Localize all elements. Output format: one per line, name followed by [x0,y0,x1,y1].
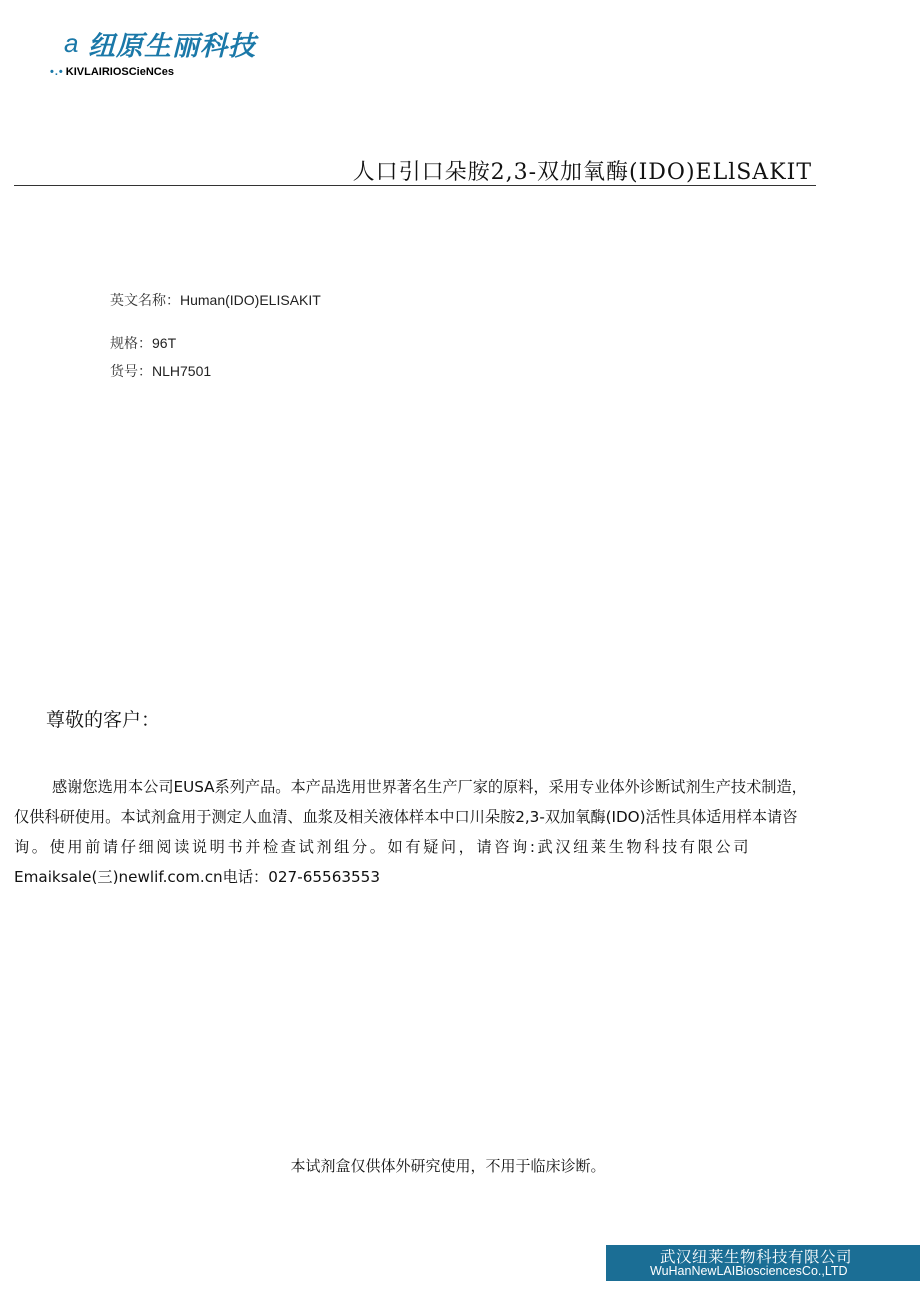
spec-value: 96T [152,335,177,351]
logo-dots-icon: •.• [50,66,64,78]
intro-paragraph [14,772,886,892]
intro-line-2: 仅供科研使用。本试剂盒用于测定人血清、血浆及相关液体样本中口川朵胺2,3-双加氧酶(IDO)活性具体适用样本请咨 [14,808,798,826]
logo-name-cn: 纽原生丽科技 [88,31,256,62]
english-name-value: Human(IDO)ELISAKIT [180,292,321,308]
company-name-cn: 武汉纽莱生物科技有限公司 [660,1248,853,1266]
spec-row [110,333,176,353]
company-badge [606,1245,920,1281]
english-name-label: 英文名称： [110,293,180,309]
item-no-row [110,361,211,381]
intro-line-3: 询。使用前请仔细阅读说明书并检查试剂组分。如有疑问，请咨询:武汉纽莱生物科技有限公司 [14,838,752,856]
title-divider [14,185,816,186]
intro-line-4: Emaiksale(三)newlif.com.cn电话：027-65563553 [14,868,381,886]
logo-mark: a [64,28,79,58]
logo-name-en [50,66,174,78]
document-title: 人口引口朵胺2,3-双加氧酶(IDO)ELlSAKIT [352,160,812,185]
company-name-en: WuHanNewLAIBiosciencesCo.,LTD [650,1264,848,1278]
salutation: 尊敬的客户： [46,709,161,731]
item-no-label: 货号： [110,364,152,380]
item-no-value: NLH7501 [152,363,212,379]
spec-label: 规格： [110,336,152,352]
logo-name-en-text: KIVLAIRIOSCieNCes [65,66,174,78]
english-name-row [110,290,321,310]
intro-line-1: 感谢您选用本公司EUSA系列产品。本产品选用世界著名生产厂家的原料，采用专业体外诊断试剂生产技术制造， [52,778,807,796]
research-use-note: 本试剂盒仅供体外研究使用，不用于临床诊断。 [290,1157,606,1175]
